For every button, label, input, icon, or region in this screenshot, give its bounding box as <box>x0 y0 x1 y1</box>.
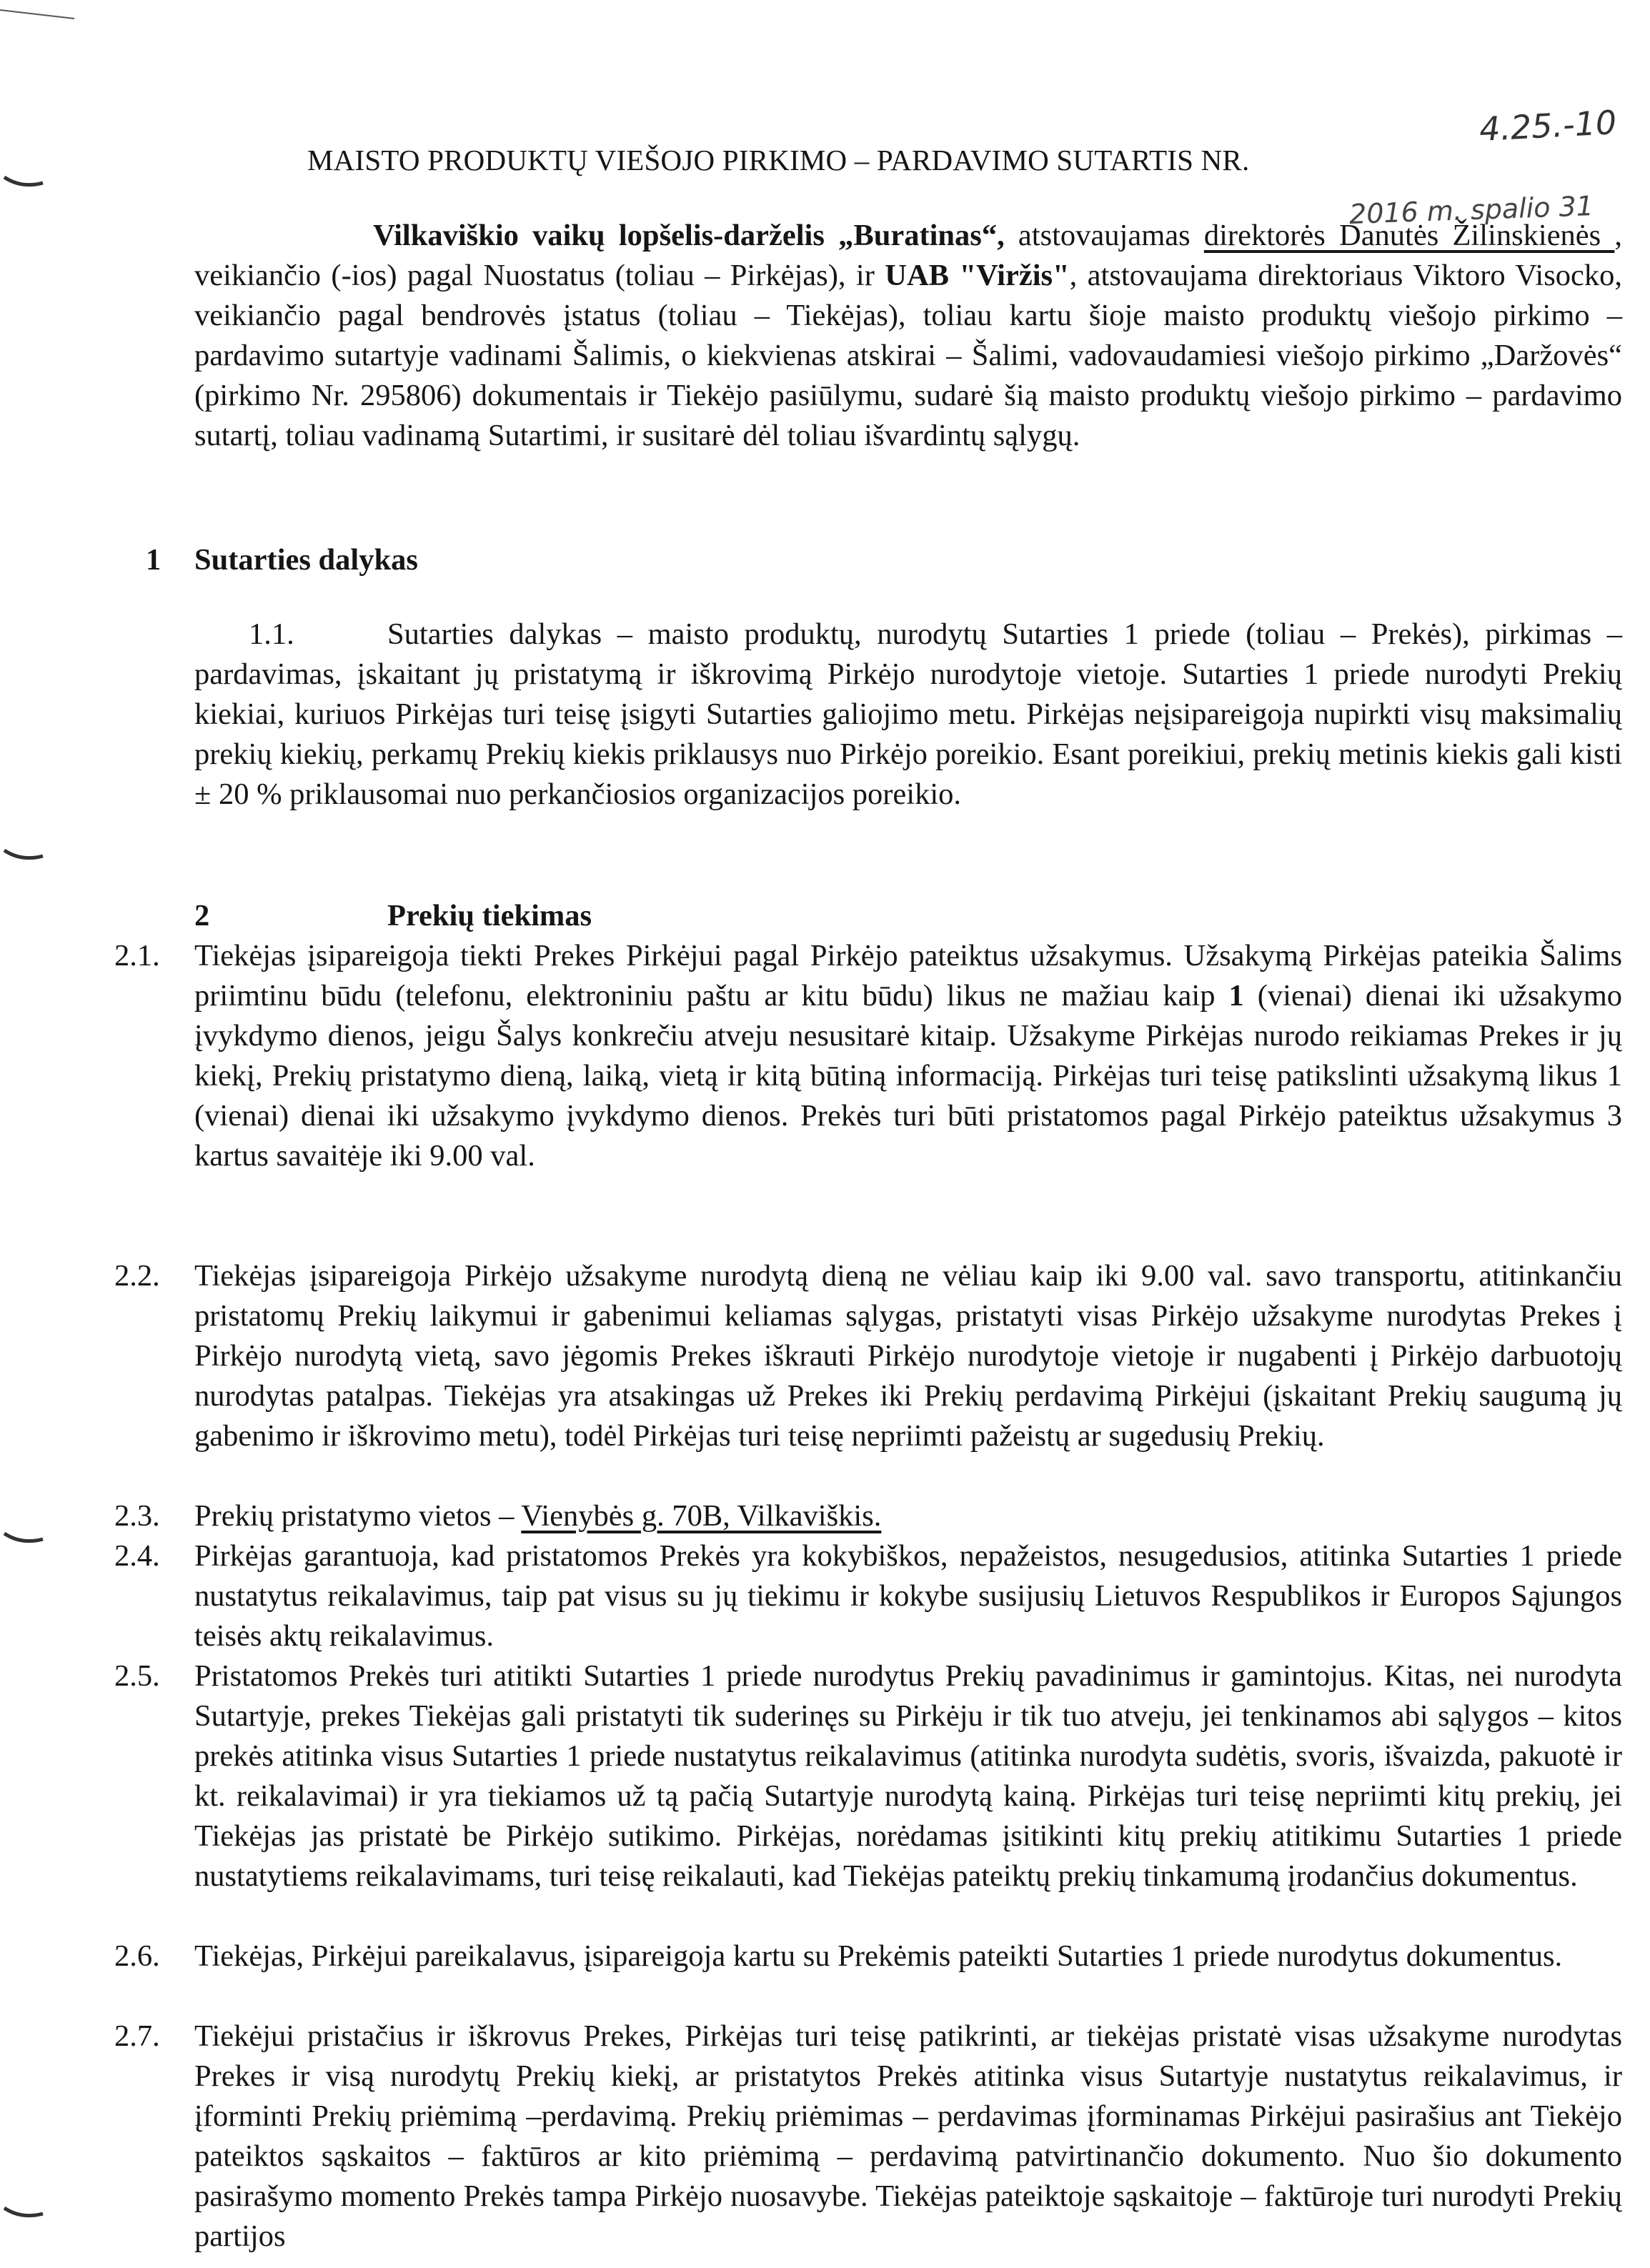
clause-number: 2.3. <box>114 1499 160 1533</box>
intro-text: , atstovaujama direktoriaus Viktoro Visocko, veikiančio pagal bendrovės įstatus (toliau – Tiekėjas), toliau kartu šioje maisto produktų viešojo pirkimo – pardavimo sutartyje vadinami Šalimis, o kiekvienas atskirai – Šalimi, vadovaudamiesi viešojo pirkimo „Daržovės“ (pirkimo Nr. 295806) dokumentais ir Tiekėjo pasiūlymu, sudarė šią maisto produktų viešojo pirkimo – pardavimo sutartį, toliau vadinamą Sutartimi, ir susitarė dėl toliau išvardintų sąlygų. <box>194 259 1622 452</box>
scan-hole-mark <box>0 2204 47 2224</box>
intro-text: , veikiančio (-ios) pagal Nuostatus (toliau – Pirkėjas), ir <box>194 219 1623 292</box>
section-number: 1 <box>146 543 161 577</box>
scan-hole-mark <box>0 173 47 193</box>
clause-text: Pristatomos Prekės turi atitikti Sutarties 1 priede nurodytus Prekių pavadinimus ir gamintojus. Kitas, nei nurodyta Sutartyje, prekes Tiekėjas gali pristatyti tik suderinęs su Pirkėju ir tik tuo atveju, jei tenkinamos abi sąlygos – kitos prekės atitinka visus Sutarties 1 priede nustatytus reikalavimus (atitinka nurodyta sudėtis, svoris, išvaizda, pakuotė ir kt. reikalavimai) ir yra tiekiamos už tą pačią Sutartyje nurodytą kainą. Pirkėjas turi teisę nepriimti kitų prekių, jei Tiekėjas jas pristatė be Pirkėjo sutikimo. Pirkėjas, norėdamas įsitikinti kitų prekių atitikimu Sutarties 1 priede nustatytiems reikalavimams, turi teisę reikalauti, kad Tiekėjas pateiktų prekių tinkamumą įrodančius dokumentus. <box>194 1659 1622 1893</box>
scan-corner-line <box>0 3 79 23</box>
clause-text: Tiekėjas įsipareigoja Pirkėjo užsakyme nurodytą dieną ne vėliau kaip iki 9.00 val. savo transportu, atitinkančiu pristatomų Prekių laikymui ir gabenimui keliamas sąlygas, pristatyti visas Pirkėjo užsakyme nurodytas Prekes į Pirkėjo nurodytą vietą, savo jėgomis Prekes iškrauti Pirkėjo nurodytoje vietoje ir nugabenti į Pirkėjo darbuotojų nurodytas patalpas. Tiekėjas yra atsakingas už Prekes iki Prekių perdavimą Pirkėjui (įskaitant Prekių saugumą jų gabenimo ir iškrovimo metu), todėl Pirkėjas turi teisę nepriimti pažeistų ar sugedusių Prekių. <box>194 1259 1622 1453</box>
section-title: Sutarties dalykas <box>194 543 418 577</box>
clause-2-7 <box>114 2016 1622 2257</box>
section-title: Prekių tiekimas <box>387 899 592 932</box>
clause-2-6 <box>114 1936 1622 1976</box>
clause-number: 2.6. <box>114 1939 160 1973</box>
handwritten-date: 2016 m. spalio 31 <box>1348 190 1594 230</box>
delivery-address: Vienybės g. 70B, Vilkaviškis. <box>521 1499 882 1533</box>
scan-hole-mark <box>0 846 47 866</box>
clause-number: 2.5. <box>114 1659 160 1693</box>
clause-2-5 <box>114 1656 1622 1896</box>
section-heading <box>194 896 592 936</box>
contract-title: MAISTO PRODUKTŲ VIEŠOJO PIRKIMO – PARDAVIMO SUTARTIS NR. <box>307 144 1250 176</box>
scan-hole-mark <box>0 1529 47 1549</box>
section-number: 2 <box>194 899 210 932</box>
buyer-representative: direktorės Danutės Žilinskienės <box>1203 219 1615 252</box>
clause-1-1 <box>194 615 1622 815</box>
clause-text: Sutarties dalykas – maisto produktų, nurodytų Sutarties 1 priede (toliau – Prekės), pirkimas – pardavimas, įskaitant jų pristatymą ir iškrovimą Pirkėjo nurodytoje vietoje. Sutarties 1 priede nurodyti Prekių kiekiai, kuriuos Pirkėjas turi teisę įsigyti Sutarties galiojimo metu. Pirkėjas neįsipareigoja nupirkti visų maksimalių prekių kiekių, perkamų Prekių kiekis priklausys nuo Pirkėjo poreikio. Esant poreikiui, prekių metinis kiekis gali kisti ± 20 % priklausomai nuo perkančiosios organizacijos poreikio. <box>194 617 1622 811</box>
clause-text: Pirkėjas garantuoja, kad pristatomos Prekės yra kokybiškos, nepažeistos, nesugedusios, atitinka Sutarties 1 priede nustatytus reikalavimus, taip pat visus su jų tiekimu ir kokybe susijusių Lietuvos Respublikos ir Europos Sąjungos teisės aktų reikalavimus. <box>194 1539 1622 1653</box>
handwritten-contract-number: 4.25.-10 <box>1478 103 1618 149</box>
clause-text: Tiekėjas įsipareigoja tiekti Prekes Pirkėjui pagal Pirkėjo pateiktus užsakymus. Užsakymą Pirkėjas pateikia Šalims priimtinu būdu (telefonu, elektroniniu paštu ar kitu būdu) likus ne mažiau kaip 1 (vienai) dienai iki užsakymo įvykdymo dienos, jeigu Šalys konkrečiu atveju nesusitarė kitaip. Užsakyme Pirkėjas nurodo reikiamas Prekes ir jų kiekį, Prekių pristatymo dieną, laiką, vietą ir kitą būtiną informaciją. Pirkėjas turi teisę patikslinti užsakymą likus 1 (vienai) dienai iki užsakymo įvykdymo dienos. Prekės turi būti pristatomos pagal Pirkėjo pateiktus užsakymus 3 kartus savaitėje iki 9.00 val. <box>194 939 1623 1173</box>
clause-number: 1.1. <box>249 617 294 651</box>
clause-2-4 <box>114 1536 1622 1656</box>
clause-2-1 <box>114 936 1622 1176</box>
supplier-name: UAB "Viržis" <box>885 259 1070 292</box>
intro-text: atstovaujamas <box>1004 219 1204 252</box>
clause-number: 2.2. <box>114 1259 160 1293</box>
section-heading <box>146 540 418 580</box>
clause-text: Prekių pristatymo vietos – Vienybės g. 70B, Vilkaviškis. <box>194 1499 882 1533</box>
buyer-name: Vilkaviškio vaikų lopšelis-darželis „Buratinas“, <box>373 219 1005 252</box>
clause-number: 2.7. <box>114 2019 160 2053</box>
clause-text: Tiekėjas, Pirkėjui pareikalavus, įsipareigoja kartu su Prekėmis pateikti Sutarties 1 priede nurodytus dokumentus. <box>194 1939 1563 1973</box>
clause-number: 2.4. <box>114 1539 160 1573</box>
clause-text: Tiekėjui pristačius ir iškrovus Prekes, Pirkėjas turi teisę patikrinti, ar tiekėjas pristatė visas užsakyme nurodytas Prekes ir visą nurodytų Prekių kiekį, ar pristatytos Prekės atitinka visus Sutartyje nustatytus reikalavimus, ir įforminti Prekių priėmimą –perdavimą. Prekių priėmimas – perdavimas įforminamas Pirkėjui pasirašius ant Tiekėjo pateiktos sąskaitos – faktūros ar kito priėmimą – perdavimą patvirtinančio dokumento. Nuo šio dokumento pasirašymo momento Prekės tampa Pirkėjo nuosavybe. Tiekėjas pateiktoje sąskaitoje – faktūroje turi nurodyti Prekių partijos <box>194 2019 1622 2253</box>
intro-paragraph <box>194 216 1622 456</box>
clause-2-3 <box>114 1496 1622 1536</box>
clause-2-2 <box>114 1256 1622 1456</box>
clause-number: 2.1. <box>114 939 160 973</box>
